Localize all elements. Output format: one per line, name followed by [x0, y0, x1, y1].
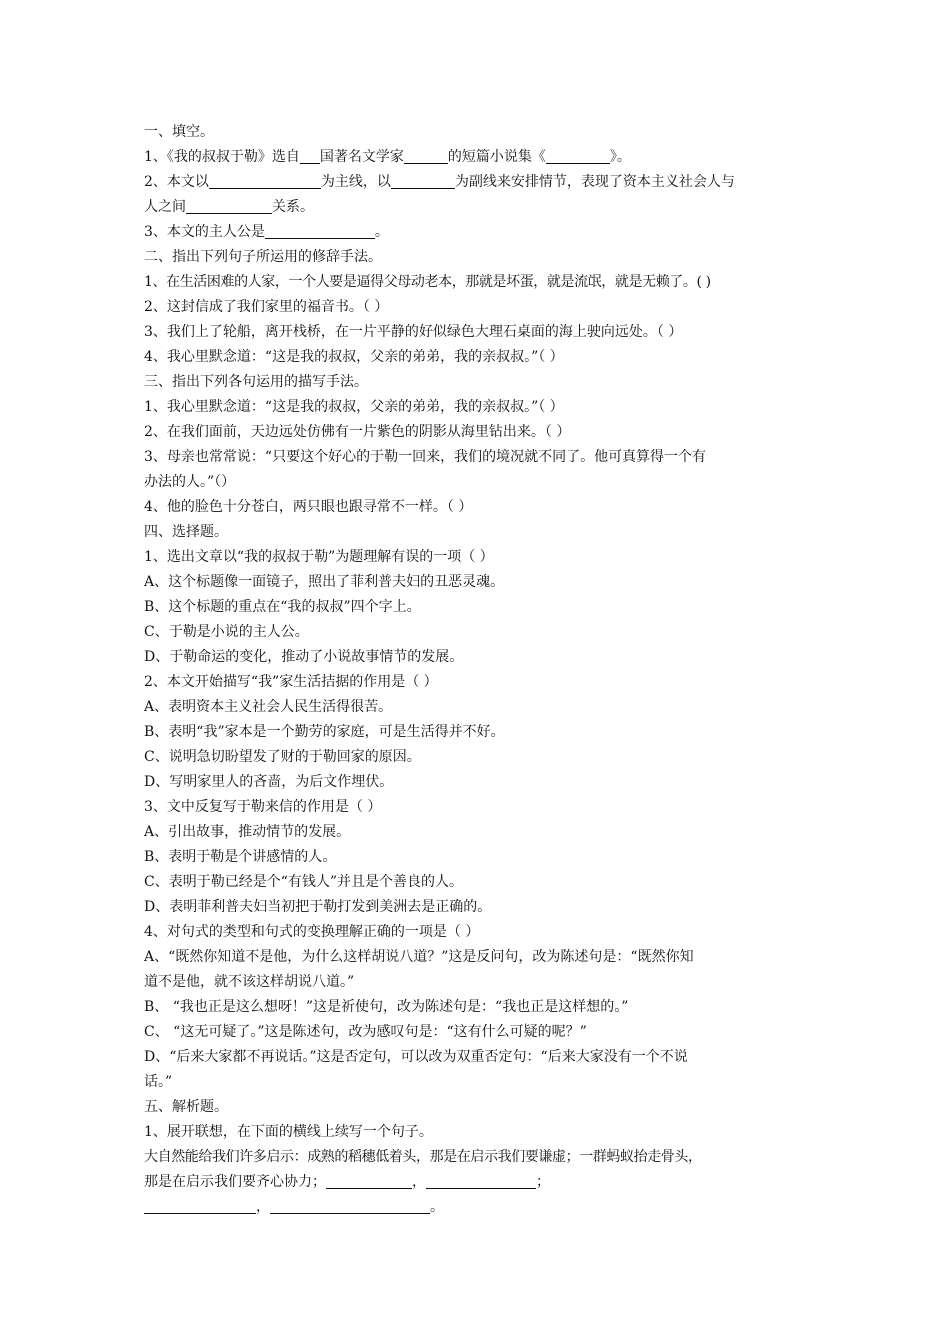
- fill-question-2-cont: [144, 195, 814, 220]
- choice-option: C、表明于勒已经是个“有钱人”并且是个善良的人。: [144, 874, 464, 890]
- fill-q3-text-b: 。: [374, 224, 389, 240]
- choice-option: B、表明“我”家本是一个勤劳的家庭，可是生活得并不好。: [144, 724, 505, 740]
- fill-q1-text-c: 的短篇小说集《: [447, 149, 546, 165]
- blank: [265, 221, 375, 239]
- section-heading-rhetoric: 二、指出下列句子所运用的修辞手法。: [144, 249, 382, 265]
- answer-blank[interactable]: [426, 1171, 536, 1189]
- choice-option: A、引出故事，推动情节的发展。: [144, 824, 351, 840]
- choice-option: D、“后来大家都不再说话。”这是否定句，可以改为双重否定句：“后来大家没有一个不说: [144, 1049, 688, 1065]
- blank: [300, 146, 320, 164]
- choice-option-cont: 道不是他，就不该这样胡说八道。”: [144, 974, 355, 990]
- description-item: 4、他的脸色十分苍白，两只眼也跟寻常不一样。（ ）: [144, 499, 473, 515]
- fill-q2-text-a: 2、本文以: [144, 174, 209, 190]
- choice-option-cont: 话。”: [144, 1074, 173, 1090]
- choice-option: A、“既然你知道不是他，为什么这样胡说八道？”这是反问句，改为陈述句是：“既然你知: [144, 949, 694, 965]
- choice-option: C、于勒是小说的主人公。: [144, 624, 309, 640]
- choice-option: B、这个标题的重点在“我的叔叔”四个字上。: [144, 599, 421, 615]
- choice-option: C、说明急切盼望发了财的于勒回家的原因。: [144, 749, 421, 765]
- analysis-paragraph-line3: [144, 1195, 814, 1220]
- description-item-cont: 办法的人。”（）: [144, 474, 236, 490]
- rhetoric-item: 2、这封信成了我们家里的福音书。（ ）: [144, 299, 389, 315]
- analysis-p3-text-b: 。: [430, 1199, 444, 1215]
- blank: [209, 171, 321, 189]
- choice-option: B、 “我也正是这么想呀！”这是祈使句，改为陈述句是：“我也正是这样想的。”: [144, 999, 629, 1015]
- analysis-question: 1、展开联想，在下面的横线上续写一个句子。: [144, 1124, 433, 1140]
- section-heading-analysis: 五、解析题。: [144, 1099, 228, 1115]
- blank: [391, 171, 455, 189]
- fill-q1-text-b: 国著名文学家: [319, 149, 404, 165]
- blank: [186, 196, 272, 214]
- choice-option: C、 “这无可疑了。”这是陈述句，改为感叹句是：“这有什么可疑的呢？”: [144, 1024, 587, 1040]
- choice-option: B、表明于勒是个讲感情的人。: [144, 849, 337, 865]
- fill-q3-text-a: 3、本文的主人公是: [144, 224, 265, 240]
- analysis-p2-text-a: 那是在启示我们要齐心协力；: [144, 1174, 326, 1190]
- choice-question: 4、对句式的类型和句式的变换理解正确的一项是（ ）: [144, 924, 480, 940]
- description-item: 1、我心里默念道：“这是我的叔叔，父亲的弟弟，我的亲叔叔。”（ ）: [144, 399, 564, 415]
- section-heading-description: 三、指出下列各句运用的描写手法。: [144, 374, 368, 390]
- fill-q2-text-d: 人之间: [144, 199, 186, 215]
- fill-q1-text-a: 1、《我的叔叔于勒》选自: [144, 149, 300, 165]
- choice-option: A、表明资本主义社会人民生活得很苦。: [144, 699, 393, 715]
- description-item: 2、在我们面前，天边远处仿佛有一片紫色的阴影从海里钻出来。（ ）: [144, 424, 571, 440]
- rhetoric-item: 1、在生活困难的人家，一个人要是逼得父母动老本，那就是坏蛋，就是流氓，就是无赖了。( ): [144, 274, 711, 290]
- fill-question-1: [144, 145, 814, 170]
- fill-q1-text-d: 》。: [609, 149, 631, 165]
- choice-question: 3、文中反复写于勒来信的作用是（ ）: [144, 799, 382, 815]
- choice-option: D、于勒命运的变化，推动了小说故事情节的发展。: [144, 649, 464, 665]
- choice-option: A、这个标题像一面镜子，照出了菲利普夫妇的丑恶灵魂。: [144, 574, 505, 590]
- blank: [546, 146, 610, 164]
- fill-q2-text-e: 关系。: [272, 199, 314, 215]
- answer-blank[interactable]: [144, 1196, 256, 1214]
- answer-blank[interactable]: [326, 1171, 412, 1189]
- blank: [404, 146, 448, 164]
- section-heading-fill-blank: 一、填空。: [144, 124, 214, 140]
- choice-question: 1、选出文章以“我的叔叔于勒”为题理解有误的一项（ ）: [144, 549, 494, 565]
- rhetoric-item: 3、我们上了轮船，离开栈桥，在一片平静的好似绿色大理石桌面的海上驶向远处。（ ）: [144, 324, 683, 340]
- fill-q2-text-b: 为主线，以: [320, 174, 391, 190]
- analysis-p2-text-c: ；: [536, 1174, 550, 1190]
- analysis-p3-text-a: ，: [256, 1199, 270, 1215]
- worksheet: [144, 120, 814, 1220]
- fill-question-3: [144, 220, 814, 245]
- choice-option: D、表明菲利普夫妇当初把于勒打发到美洲去是正确的。: [144, 899, 492, 915]
- rhetoric-item: 4、我心里默念道：“这是我的叔叔，父亲的弟弟，我的亲叔叔。”（ ）: [144, 349, 564, 365]
- description-item: 3、母亲也常常说：“只要这个好心的于勒一回来，我们的境况就不同了。他可真算得一个有: [144, 449, 707, 465]
- analysis-p2-text-b: ，: [412, 1174, 426, 1190]
- fill-question-2: [144, 170, 814, 195]
- analysis-paragraph-line2: [144, 1170, 814, 1195]
- analysis-paragraph: 大自然能给我们许多启示：成熟的稻穗低着头，那是在启示我们要谦虚；一群蚂蚁抬走骨头，: [144, 1149, 702, 1165]
- choice-option: D、写明家里人的吝啬，为后文作埋伏。: [144, 774, 394, 790]
- section-heading-choice: 四、选择题。: [144, 524, 228, 540]
- fill-q2-text-c: 为副线来安排情节，表现了资本主义社会人与: [454, 174, 735, 190]
- answer-blank[interactable]: [270, 1196, 430, 1214]
- choice-question: 2、本文开始描写“我”家生活拮据的作用是（ ）: [144, 674, 438, 690]
